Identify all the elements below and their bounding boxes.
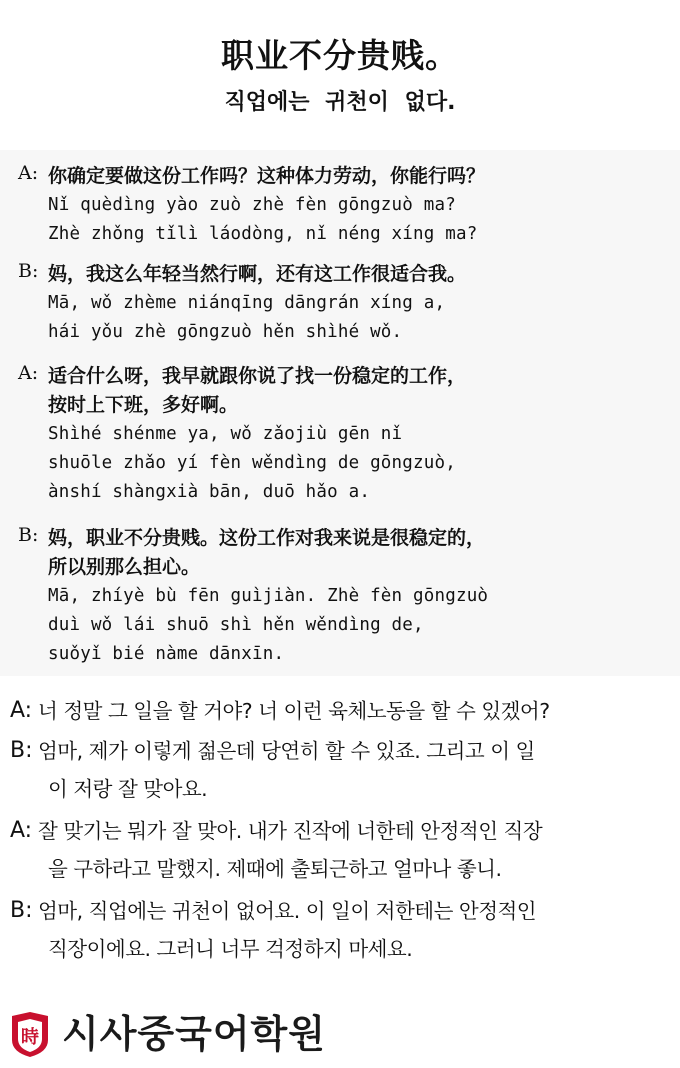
dialogue-panel (0, 150, 680, 676)
pinyin-line: suǒyǐ bié nàme dānxīn. (48, 644, 285, 664)
pinyin-line: duì wǒ lái shuō shì hěn wěndìng de, (48, 615, 424, 635)
translation-turn-a1 (10, 692, 550, 730)
dialogue-turn-b2 (18, 524, 488, 669)
pinyin-line: Nǐ quèdìng yào zuò zhè fèn gōngzuò ma? (48, 195, 456, 215)
speaker-label: B: (10, 738, 33, 763)
chinese-line: 妈，职业不分贵贱。这份工作对我来说是很稳定的， (48, 527, 486, 549)
translation-line: 너 정말 그 일을 할 거야? 너 이런 육체노동을 할 수 있겠어? (38, 699, 550, 723)
translation-turn-b1 (10, 732, 535, 808)
translation-line: 엄마, 직업에는 귀천이 없어요. 이 일이 저한테는 안정적인 (38, 899, 537, 923)
logo-emblem-icon (8, 1010, 52, 1058)
chinese-line: 你确定要做这份工作吗？这种体力劳动，你能行吗？ (48, 165, 486, 187)
chinese-line: 妈，我这么年轻当然行啊，还有这工作很适合我。 (48, 263, 467, 285)
page-title-korean: 직업에는 귀천이 없다. (224, 90, 456, 115)
translation-line: 이 저랑 잘 맞아요. (48, 777, 208, 801)
pinyin-line: Mā, zhíyè bù fēn guìjiàn. Zhè fèn gōngzuò (48, 586, 489, 606)
page-title-chinese: 职业不分贵贱。 (221, 36, 459, 75)
translation-line: 직장이에요. 그러니 너무 걱정하지 마세요. (48, 937, 413, 961)
dialogue-turn-a1 (18, 162, 485, 249)
translation-line: 잘 맞기는 뭐가 잘 맞아. 내가 진작에 너한테 안정적인 직장 (38, 819, 543, 843)
speaker-label: A: (10, 698, 33, 723)
speaker-label: B: (18, 260, 39, 282)
translation-turn-a2 (10, 812, 542, 888)
chinese-line: 适合什么呀，我早就跟你说了找一份稳定的工作， (48, 365, 467, 387)
pinyin-line: Mā, wǒ zhème niánqīng dāngrán xíng a, (48, 293, 446, 313)
pinyin-line: Shìhé shénme ya, wǒ zǎojiù gēn nǐ (48, 424, 403, 444)
translation-line: 엄마, 제가 이렇게 젊은데 당연히 할 수 있죠. 그리고 이 일 (38, 739, 535, 763)
translation-line: 을 구하라고 말했지. 제때에 출퇴근하고 얼마나 좋니. (48, 857, 502, 881)
pinyin-line: Zhè zhǒng tǐlì láodòng, nǐ néng xíng ma? (48, 224, 478, 244)
pinyin-line: shuōle zhǎo yí fèn wěndìng de gōngzuò, (48, 453, 456, 473)
pinyin-line: ànshí shàngxià bān, duō hǎo a. (48, 482, 371, 502)
pinyin-line: hái yǒu zhè gōngzuò hěn shìhé wǒ. (48, 322, 403, 342)
translation-turn-b2 (10, 892, 536, 968)
logo-text: 시사중국어학원 (62, 1012, 326, 1056)
chinese-line: 按时上下班，多好啊。 (48, 394, 239, 416)
dialogue-turn-b1 (18, 260, 466, 347)
chinese-line: 所以别那么担心。 (48, 556, 201, 578)
speaker-label: B: (10, 898, 33, 923)
dialogue-turn-a2 (18, 362, 466, 507)
speaker-label: A: (18, 162, 39, 184)
speaker-label: B: (18, 524, 39, 546)
speaker-label: A: (18, 362, 39, 384)
logo-mark-glyph: 時 (21, 1027, 39, 1048)
speaker-label: A: (10, 818, 33, 843)
